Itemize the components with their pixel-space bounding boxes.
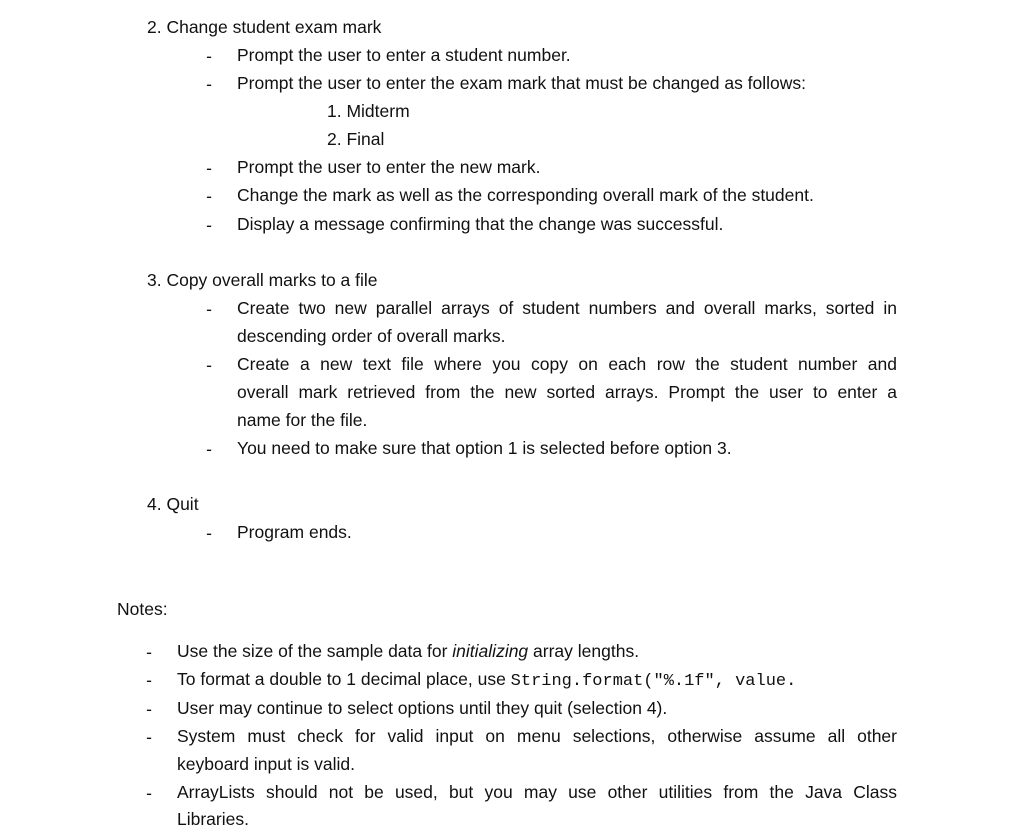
note-1 — [177, 640, 639, 662]
bullet-dash: - — [146, 642, 152, 662]
section-3-bullet-2-line-1: Create a new text file where you copy on each row the student number and — [237, 354, 897, 374]
bullet-dash: - — [206, 299, 212, 319]
bullet-dash: - — [206, 355, 212, 375]
option-midterm: 1. Midterm — [327, 101, 410, 121]
section-2-bullet-5: Display a message confirming that the change was successful. — [237, 214, 724, 234]
section-4-bullet: Program ends. — [237, 522, 352, 542]
section-2-bullet-2: Prompt the user to enter the exam mark that must be changed as follows: — [237, 73, 807, 93]
bullet-dash: - — [146, 783, 152, 803]
note-2-code: String.format("%.1f", value. — [510, 672, 797, 691]
bullet-dash: - — [206, 186, 212, 206]
note-5-line-1: ArrayLists should not be used, but you may use other utilities from the Java Class — [177, 782, 897, 802]
section-2-bullet-4: Change the mark as well as the corresponding overall mark of the student. — [237, 185, 814, 205]
note-3: User may continue to select options until they quit (selection 4). — [177, 698, 668, 718]
section-4-heading: 4. Quit — [147, 494, 199, 514]
bullet-dash: - — [206, 74, 212, 94]
bullet-dash: - — [206, 439, 212, 459]
note-2 — [177, 668, 796, 693]
bullet-dash: - — [146, 670, 152, 690]
section-3-heading: 3. Copy overall marks to a file — [147, 270, 378, 290]
bullet-dash: - — [146, 727, 152, 747]
section-3-bullet-2-line-2: overall mark retrieved from the new sorted arrays. Prompt the user to enter a — [237, 382, 897, 402]
section-2-bullet-3: Prompt the user to enter the new mark. — [237, 157, 541, 177]
note-1-emphasis: initializing — [452, 641, 529, 661]
note-1-text-end: array lengths. — [528, 641, 640, 661]
notes-heading: Notes: — [117, 599, 168, 619]
bullet-dash: - — [206, 158, 212, 178]
section-3-bullet-1-line-1: Create two new parallel arrays of student numbers and overall marks, sorted in — [237, 298, 897, 318]
note-5-line-2: Libraries. — [177, 809, 249, 829]
section-3-bullet-3: You need to make sure that option 1 is selected before option 3. — [237, 438, 732, 458]
bullet-dash: - — [146, 699, 152, 719]
section-2-heading: 2. Change student exam mark — [147, 17, 382, 37]
note-4-line-2: keyboard input is valid. — [177, 754, 356, 774]
note-1-text: Use the size of the sample data for — [177, 641, 453, 661]
bullet-dash: - — [206, 523, 212, 543]
bullet-dash: - — [206, 215, 212, 235]
note-2-text: To format a double to 1 decimal place, use — [177, 669, 511, 689]
section-2-bullet-1: Prompt the user to enter a student number. — [237, 45, 571, 65]
note-4-line-1: System must check for valid input on menu selections, otherwise assume all other — [177, 726, 897, 746]
option-final: 2. Final — [327, 129, 385, 149]
section-3-bullet-1-line-2: descending order of overall marks. — [237, 326, 506, 346]
bullet-dash: - — [206, 46, 212, 66]
section-3-bullet-2-line-3: name for the file. — [237, 410, 368, 430]
